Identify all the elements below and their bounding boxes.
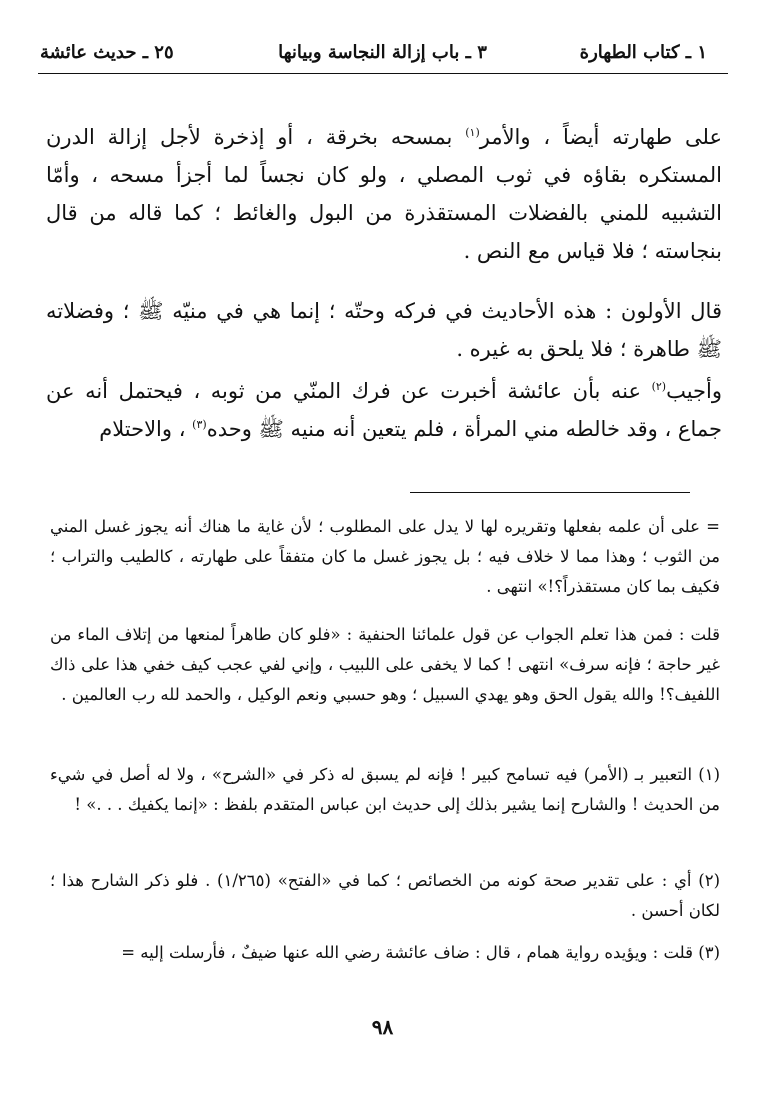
p3-text-c: ، والاحتلام xyxy=(99,417,193,441)
main-paragraph-3 xyxy=(46,372,722,448)
note-commentary: قلت : فمن هذا تعلم الجواب عن قول علمائنا الحنفية : «فلو كان طاهراً لمنعها من إتلاف الماء من غير حاجة ؛ فإنه سرف» انتهى ! كما لا يخفى على اللبيب ، وإني لفي عجب كيف خفي هذا على ذاك اللفيف؟! والله يقول الحق وهو يهدي السبيل ؛ وهو حسبي ونعم الوكيل ، والحمد لله رب العالمين . xyxy=(50,625,720,704)
footnote-3: (٣) قلت : ويؤيده رواية همام ، قال : ضاف عائشة رضي الله عنها ضيفٌ ، فأرسلت إليه = xyxy=(121,943,720,962)
note-continuation: = على أن علمه بفعلها وتقريره لها لا يدل على المطلوب ؛ لأن غاية ما هناك أنه يجوز غسل المني من الثوب ؛ وهذا مما لا خلاف فيه ؛ بل يجوز غسل ما كان متفقاً على طهارته ، كالطيب والتراب ؛ فكيف بما كان مستقذراً؟!» انتهى . xyxy=(50,517,720,596)
main-paragraph-2: قال الأولون : هذه الأحاديث في فركه وحتّه ؛ إنما هي في منيّه ﷺ ؛ وفضلاته ﷺ طاهرة ؛ فلا يلحق به غيره . xyxy=(46,299,722,361)
header-book-title: ١ ـ كتاب الطهارة xyxy=(579,42,707,63)
footnote-ref-2: (٢) xyxy=(651,380,667,393)
footnote-divider xyxy=(410,492,690,493)
header-divider xyxy=(38,73,728,74)
footnote-1: (١) التعبير بـ (الأمر) فيه تسامح كبير ! فإنه لم يسبق له ذكر في «الشرح» ، ولا له أصل في شيء من الحديث ! والشارح إنما يشير بذلك إلى حديث ابن عباس المتقدم بلفظ : «إنما يكفيك . . .» ! xyxy=(50,765,720,814)
page-number: ٩٨ xyxy=(371,1015,394,1039)
footnote-2: (٢) أي : على تقدير صحة كونه من الخصائص ؛ كما في «الفتح» (١/٢٦٥) . فلو ذكر الشارح هذا ؛ لكان أحسن . xyxy=(50,871,720,920)
p3-text-b: عنه بأن عائشة أخبرت عن فرك المنّي من ثوبه ، فيحتمل أنه عن جماع ، وقد خالطه مني المرأة ، فلم يتعين أنه منيه ﷺ وحده xyxy=(46,379,722,441)
footnote-ref-1: (١) xyxy=(465,126,480,139)
header-hadith-title: ٢٥ ـ حديث عائشة xyxy=(40,42,174,63)
header-chapter-title: ٣ ـ باب إزالة النجاسة وبيانها xyxy=(278,42,487,63)
footnote-ref-3: (٣) xyxy=(192,418,207,431)
p1-text-b: بمسحه بخرقة ، أو إذخرة لأجل إزالة الدرن المستكره بقاؤه في ثوب المصلي ، ولو كان نجساً لما أجزأ مسحه ، وأمّا التشبيه للمني بالفضلات المستقذرة من البول والغائط ؛ كما قاله من قال بنجاسته ؛ فلا قياس مع النص . xyxy=(46,125,722,263)
p1-text-a: على طهارته أيضاً ، والأمر xyxy=(479,125,722,149)
main-paragraph-1 xyxy=(46,118,722,270)
p3-text-a: وأجيب xyxy=(666,379,722,403)
